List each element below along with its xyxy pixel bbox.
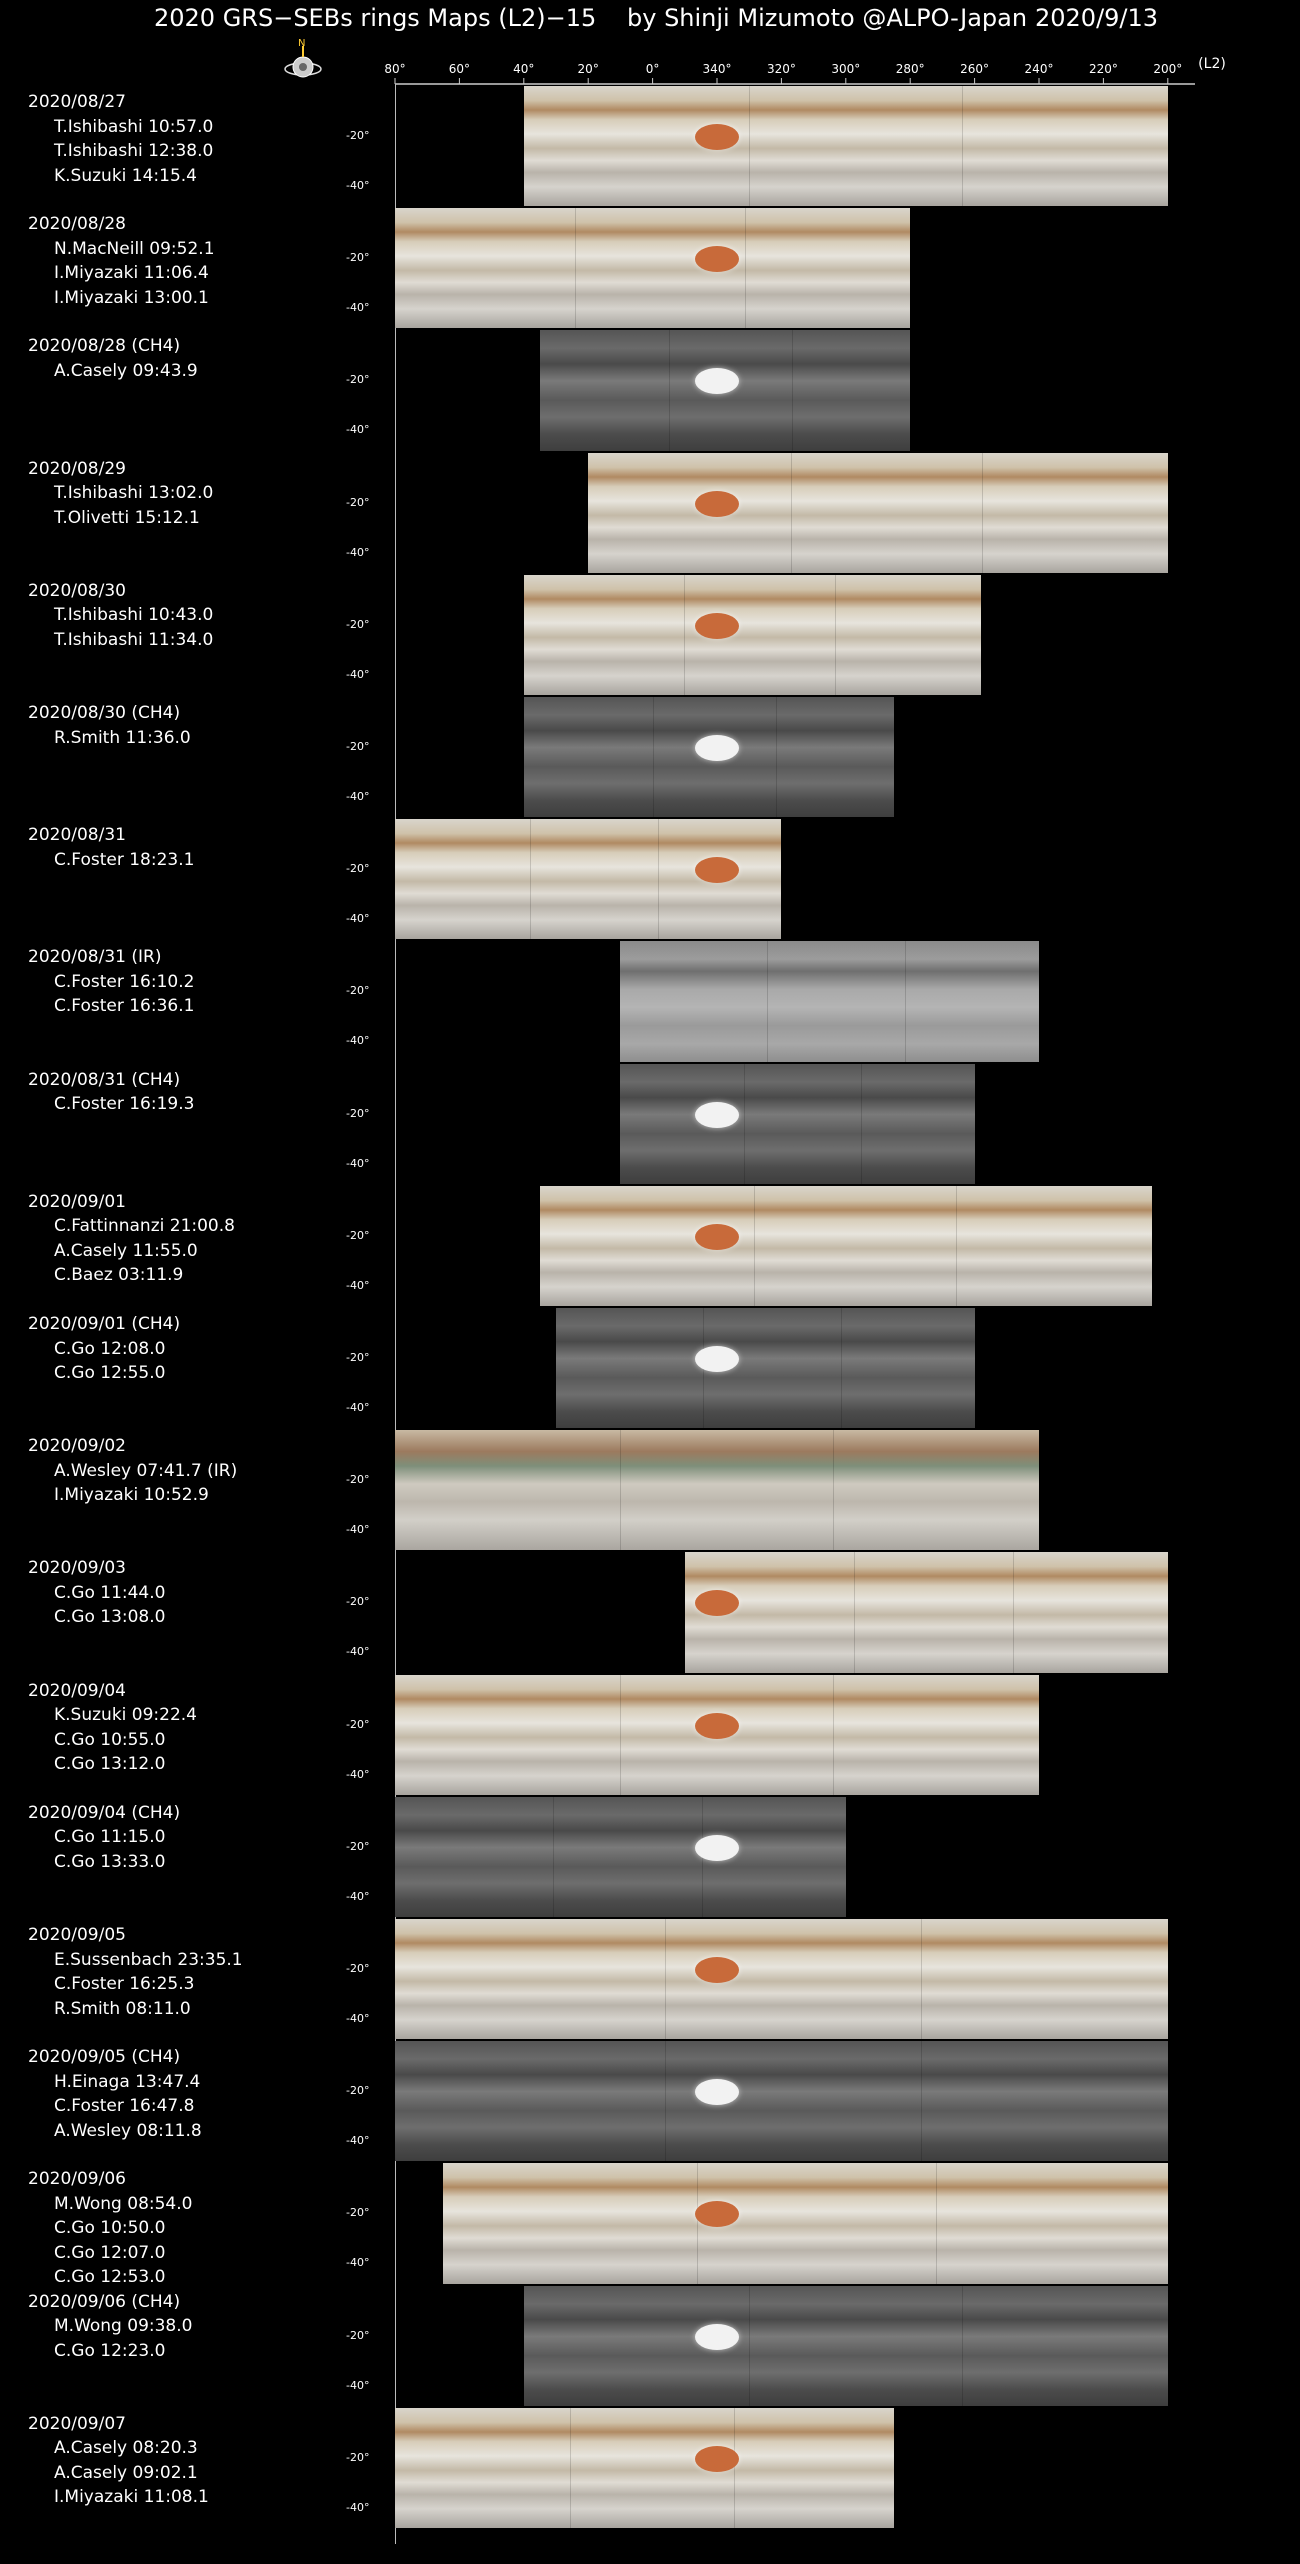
great-red-spot — [695, 1957, 739, 1983]
latitude-label: -20° — [346, 740, 370, 753]
row-observer: C.Foster 18:23.1 — [54, 849, 195, 870]
row-observer: C.Foster 16:25.3 — [54, 1974, 195, 1994]
latitude-label: -40° — [346, 1645, 370, 1659]
row-observer: C.Go 12:08.0 — [54, 1338, 166, 1359]
row-date: 2020/08/30 — [28, 580, 126, 601]
row-label — [28, 334, 198, 383]
row-observer: R.Smith 11:36.0 — [54, 727, 191, 748]
row-observer: K.Suzuki 14:15.4 — [54, 165, 197, 186]
latitude-label: -40° — [346, 912, 370, 926]
longitude-scale — [0, 0, 1300, 95]
latitude-label: -40° — [346, 1278, 370, 1292]
row-observer: I.Miyazaki 13:00.1 — [54, 287, 209, 308]
latitude-label: -40° — [346, 667, 370, 681]
latitude-label: -20° — [346, 1473, 370, 1487]
strip-seam — [553, 1797, 554, 1917]
row-date: 2020/09/05 — [28, 1925, 126, 1945]
row-label — [28, 2290, 192, 2364]
latitude-label: -40° — [346, 1156, 370, 1170]
strip-seam — [749, 86, 750, 206]
strip-seam — [854, 1552, 855, 1672]
great-red-spot — [695, 2446, 739, 2472]
row-label — [28, 2167, 192, 2290]
row-label — [28, 2412, 209, 2510]
strip-seam — [653, 697, 654, 817]
map-strip — [395, 208, 910, 328]
great-red-spot — [695, 1713, 739, 1739]
scale-tick-label: 320° — [766, 62, 796, 76]
scale-tick-label: 280° — [895, 62, 925, 76]
scale-tick-label: 220° — [1088, 62, 1118, 76]
map-strip — [588, 453, 1168, 573]
strip-seam — [962, 2286, 963, 2406]
strip-seam — [620, 1675, 621, 1795]
map-strip — [540, 330, 910, 450]
latitude-label: -40° — [346, 1889, 370, 1903]
strip-seam — [767, 941, 768, 1061]
map-strip — [556, 1308, 975, 1428]
row-observer: C.Go 13:12.0 — [54, 1754, 166, 1775]
great-red-spot — [695, 246, 739, 272]
map-strip — [685, 1552, 1168, 1672]
row-date: 2020/09/06 (CH4) — [28, 2291, 181, 2312]
strip-seam — [734, 2408, 735, 2528]
row-observer: C.Go 12:53.0 — [54, 2267, 166, 2288]
row-observer: A.Casely 09:02.1 — [54, 2462, 198, 2483]
row-observer: T.Ishibashi 12:38.0 — [54, 141, 214, 161]
scale-tick-label: 40° — [513, 62, 535, 76]
map-strip — [395, 1919, 1168, 2039]
row-observer: T.Ishibashi 10:57.0 — [54, 116, 214, 137]
great-red-spot — [695, 1224, 739, 1250]
row-label — [28, 701, 191, 750]
row-observer: C.Go 12:07.0 — [54, 2242, 166, 2263]
map-strip — [620, 1064, 974, 1184]
great-red-spot — [695, 124, 739, 150]
compass-n-label: N — [298, 38, 306, 49]
scale-tick-label: 340° — [702, 62, 732, 76]
row-observer: K.Suzuki 09:22.4 — [54, 1705, 197, 1726]
row-observer: C.Go 10:50.0 — [54, 2218, 166, 2239]
latitude-label: -20° — [346, 129, 370, 142]
left-axis — [395, 84, 396, 2544]
strip-seam — [570, 2408, 571, 2528]
row-observer: T.Olivetti 15:12.1 — [54, 507, 200, 528]
latitude-label: -20° — [346, 1351, 370, 1364]
strip-seam — [665, 2041, 666, 2161]
latitude-label: -20° — [346, 1717, 370, 1731]
row-label — [28, 945, 194, 1019]
row-observer: I.Miyazaki 11:08.1 — [54, 2487, 209, 2508]
row-label — [28, 1801, 180, 1875]
row-date: 2020/09/01 — [28, 1191, 126, 1212]
row-label — [28, 579, 213, 653]
strip-seam — [669, 330, 670, 450]
row-date: 2020/09/05 (CH4) — [28, 2047, 181, 2068]
row-observer: T.Ishibashi 10:43.0 — [54, 605, 214, 626]
strip-seam — [1013, 1552, 1014, 1672]
latitude-label: -20° — [346, 373, 370, 387]
strip-seam — [936, 2163, 937, 2283]
strip-seam — [697, 2163, 698, 2283]
row-observer: T.Ishibashi 11:34.0 — [54, 629, 214, 650]
title-main: 2020 GRS−SEBs rings Maps (L2)−15 — [154, 4, 597, 32]
latitude-label: -40° — [346, 2378, 370, 2392]
latitude-label: -40° — [346, 2134, 370, 2148]
scale-tick-label: 240° — [1024, 62, 1054, 76]
map-strip — [395, 2041, 1168, 2161]
row-date: 2020/08/28 — [28, 214, 126, 235]
row-date: 2020/09/07 — [28, 2413, 126, 2434]
strip-seam — [530, 819, 531, 939]
latitude-label: -40° — [346, 1401, 370, 1414]
scale-tick-label: 300° — [831, 62, 861, 76]
latitude-label: -40° — [346, 545, 370, 559]
scale-tick-label: 80° — [384, 62, 406, 76]
map-strip — [524, 697, 894, 817]
row-date: 2020/09/06 — [28, 2169, 126, 2190]
strip-seam — [956, 1186, 957, 1306]
row-observer: C.Baez 03:11.9 — [54, 1265, 184, 1286]
latitude-label: -40° — [346, 2500, 370, 2514]
row-date: 2020/09/04 — [28, 1680, 126, 1701]
strip-seam — [833, 1430, 834, 1550]
row-observer: A.Wesley 08:11.8 — [54, 2120, 202, 2141]
row-date: 2020/08/31 (CH4) — [28, 1069, 181, 1090]
latitude-label: -20° — [346, 1839, 370, 1853]
map-strip — [395, 1430, 1039, 1550]
latitude-label: -40° — [346, 301, 370, 315]
row-date: 2020/08/31 (IR) — [28, 947, 162, 968]
row-label — [28, 212, 215, 310]
strip-seam — [658, 819, 659, 939]
scale-tick-label: 260° — [960, 62, 990, 76]
scale-unit: (L2) — [1198, 56, 1226, 72]
strip-seam — [921, 2041, 922, 2161]
row-label — [28, 1068, 194, 1117]
great-red-spot — [695, 1102, 739, 1128]
row-observer: A.Casely 11:55.0 — [54, 1240, 198, 1261]
row-date: 2020/09/01 (CH4) — [28, 1314, 181, 1334]
strip-seam — [744, 1064, 745, 1184]
row-observer: C.Go 13:08.0 — [54, 1607, 166, 1628]
latitude-label: -20° — [346, 862, 370, 876]
strip-seam — [962, 86, 963, 206]
row-date: 2020/09/03 — [28, 1558, 126, 1579]
great-red-spot — [695, 1590, 739, 1616]
row-observer: I.Miyazaki 10:52.9 — [54, 1485, 209, 1506]
map-strip — [524, 575, 981, 695]
row-label — [28, 2045, 202, 2143]
strip-seam — [792, 330, 793, 450]
strip-seam — [754, 1186, 755, 1306]
row-date: 2020/09/02 — [28, 1436, 126, 1457]
row-observer: H.Einaga 13:47.4 — [54, 2071, 201, 2092]
latitude-label: -20° — [346, 1962, 370, 1975]
map-strip — [524, 2286, 1168, 2406]
row-date: 2020/08/31 — [28, 825, 126, 846]
strip-seam — [684, 575, 685, 695]
row-observer: C.Go 10:55.0 — [54, 1729, 166, 1750]
row-observer: E.Sussenbach 23:35.1 — [54, 1949, 243, 1970]
map-strip — [395, 1797, 846, 1917]
great-red-spot — [695, 368, 739, 394]
row-observer: N.MacNeill 09:52.1 — [54, 238, 215, 259]
latitude-label: -20° — [346, 2450, 370, 2464]
row-observer: A.Casely 08:20.3 — [54, 2438, 198, 2459]
great-red-spot — [695, 2201, 739, 2227]
strip-seam — [833, 1675, 834, 1795]
latitude-label: -20° — [346, 251, 370, 265]
latitude-label: -20° — [346, 1228, 370, 1242]
row-observer: C.Foster 16:19.3 — [54, 1094, 195, 1115]
great-red-spot — [695, 2324, 739, 2350]
latitude-label: -40° — [346, 423, 370, 437]
map-strip — [524, 86, 1168, 206]
scale-tick-label: 20° — [577, 62, 599, 76]
scale-tick-label: 60° — [448, 62, 471, 76]
strip-seam — [749, 2286, 750, 2406]
row-label — [28, 1679, 197, 1777]
row-observer: A.Casely 09:43.9 — [54, 360, 198, 381]
strip-seam — [791, 453, 792, 573]
latitude-label: -40° — [346, 2012, 370, 2025]
latitude-label: -20° — [346, 2206, 370, 2220]
row-observer: C.Foster 16:47.8 — [54, 2096, 195, 2117]
row-observer: I.Miyazaki 11:06.4 — [54, 263, 209, 284]
strip-seam — [776, 697, 777, 817]
great-red-spot — [695, 735, 739, 761]
great-red-spot — [695, 613, 739, 639]
latitude-label: -40° — [346, 2256, 370, 2270]
map-strip — [443, 2163, 1168, 2283]
latitude-label: -40° — [346, 1767, 370, 1781]
row-date: 2020/08/28 (CH4) — [28, 336, 181, 357]
latitude-label: -40° — [346, 790, 370, 803]
latitude-label: -20° — [346, 617, 370, 631]
strip-seam — [835, 575, 836, 695]
strip-seam — [982, 453, 983, 573]
row-observer: R.Smith 08:11.0 — [54, 1998, 191, 2019]
row-label — [28, 823, 194, 872]
row-observer: C.Go 12:55.0 — [54, 1363, 166, 1383]
row-observer: C.Go 11:15.0 — [54, 1827, 166, 1848]
row-date: 2020/09/04 (CH4) — [28, 1802, 181, 1823]
map-strip — [620, 941, 1039, 1061]
strip-seam — [665, 1919, 666, 2039]
strip-seam — [841, 1308, 842, 1428]
row-label — [28, 1190, 235, 1288]
row-observer: C.Go 11:44.0 — [54, 1582, 166, 1603]
strip-seam — [921, 1919, 922, 2039]
row-date: 2020/08/29 — [28, 458, 126, 479]
strip-seam — [745, 208, 746, 328]
latitude-label: -40° — [346, 1523, 370, 1537]
latitude-label: -40° — [346, 179, 370, 192]
title-date: 2020/9/13 — [1035, 4, 1159, 32]
map-strip — [540, 1186, 1152, 1306]
scale-tick-label: 200° — [1153, 62, 1183, 76]
strip-seam — [620, 1430, 621, 1550]
row-observer: M.Wong 09:38.0 — [54, 2316, 193, 2337]
map-strip — [395, 819, 781, 939]
row-label — [28, 1434, 237, 1508]
row-observer: C.Fattinnanzi 21:00.8 — [54, 1216, 235, 1237]
latitude-label: -20° — [346, 495, 370, 509]
latitude-label: -20° — [346, 2084, 370, 2098]
row-label — [28, 1556, 165, 1630]
great-red-spot — [695, 1835, 739, 1861]
strip-seam — [905, 941, 906, 1061]
latitude-label: -20° — [346, 1106, 370, 1120]
title-author: by Shinji Mizumoto @ALPO-Japan — [627, 4, 1028, 32]
row-observer: A.Wesley 07:41.7 (IR) — [54, 1460, 238, 1481]
row-label — [28, 457, 213, 531]
row-date: 2020/08/30 (CH4) — [28, 703, 181, 723]
latitude-label: -20° — [346, 2328, 370, 2342]
latitude-label: -40° — [346, 1034, 370, 1048]
row-date: 2020/08/27 — [28, 92, 126, 112]
great-red-spot — [695, 2079, 739, 2105]
row-label — [28, 90, 213, 188]
row-observer: C.Go 12:23.0 — [54, 2340, 166, 2361]
latitude-label: -20° — [346, 1595, 370, 1609]
row-label — [28, 1312, 180, 1386]
row-label — [28, 1923, 243, 2021]
scale-tick-label: 0° — [645, 62, 660, 76]
strip-seam — [861, 1064, 862, 1184]
great-red-spot — [695, 1346, 739, 1372]
map-strip — [395, 2408, 894, 2528]
row-observer: C.Foster 16:36.1 — [54, 996, 195, 1017]
great-red-spot — [695, 491, 739, 517]
strip-seam — [575, 208, 576, 328]
latitude-label: -20° — [346, 984, 370, 998]
map-strip — [395, 1675, 1039, 1795]
row-observer: T.Ishibashi 13:02.0 — [54, 483, 214, 504]
row-observer: C.Go 13:33.0 — [54, 1851, 166, 1872]
great-red-spot — [695, 857, 739, 883]
row-observer: C.Foster 16:10.2 — [54, 971, 195, 992]
row-observer: M.Wong 08:54.0 — [54, 2193, 193, 2214]
